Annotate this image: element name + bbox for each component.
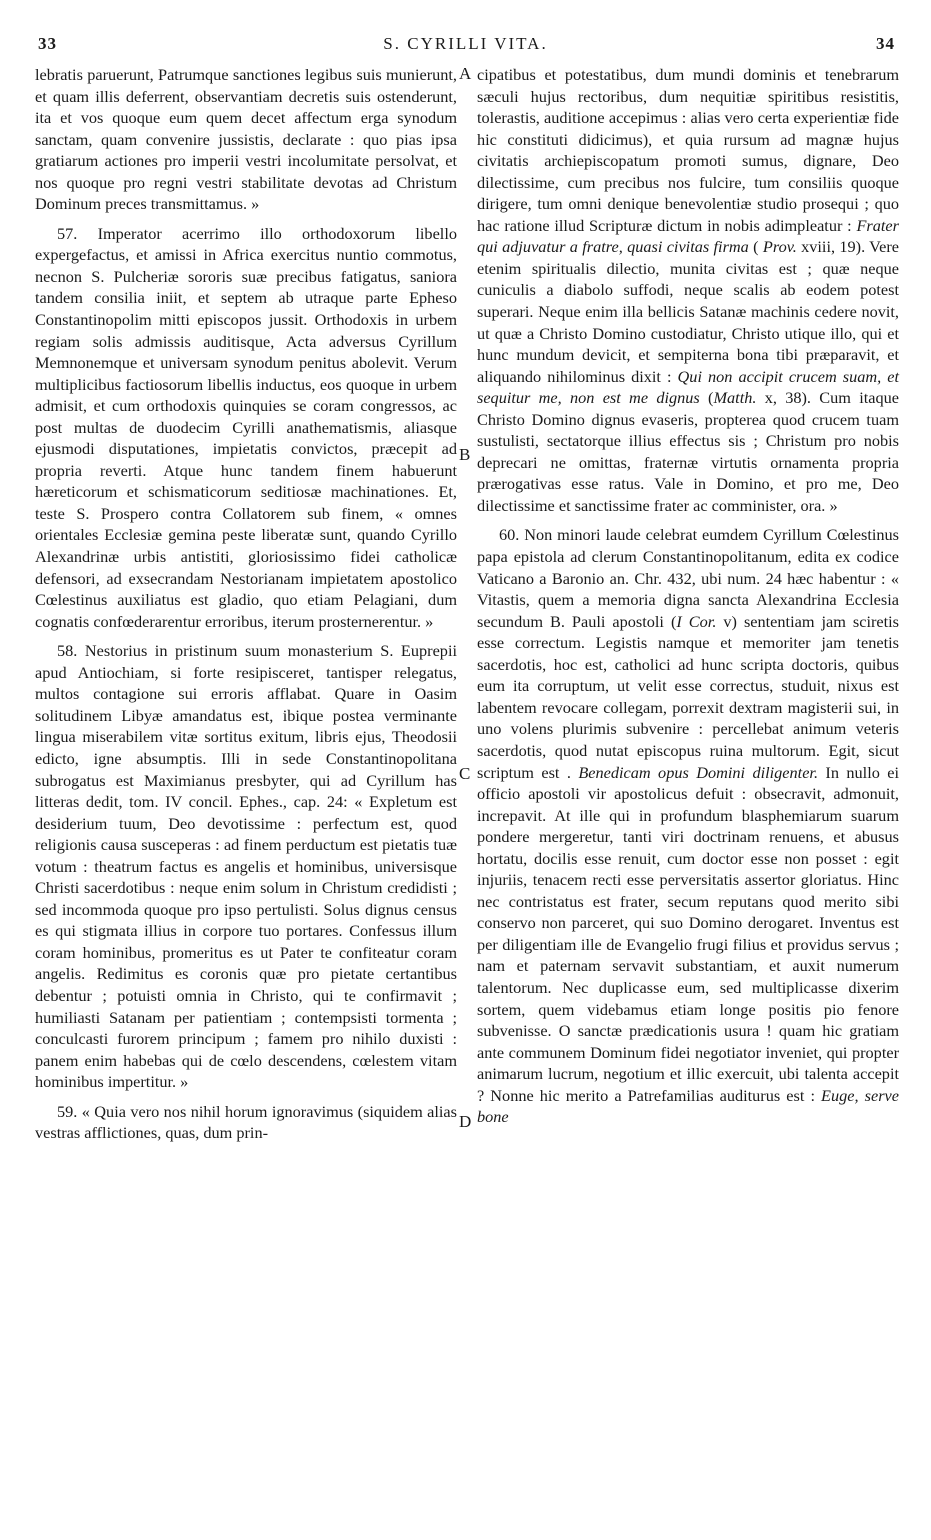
scripture-reference: Prov.	[762, 237, 797, 257]
paragraph-59: 59. « Quia vero nos nihil horum ignoravimus (siquidem alias vestras afflictiones, quas, dum prin-	[35, 1101, 457, 1143]
paragraph-57: 57. Imperator acerrimo illo orthodoxorum libello expergefactus, et amissi in Africa exercitus nuntio commotus, necnon S. Pulcheriæ sororis suæ precibus fatigatus, saniora tandem consilia iniit, et septem ab utraque parte Epheso Constantinopolim mitti episcopos jussit. Orthodoxis in urbem regiam solis admissis auditisque, Acta adversus Cyrillum Memnonemque et universam synodum penitus abolevit. Verum multiplicibus factiosorum libellis inductus, eos quoque in urbem admisit, et cum orthodoxis quinquies se coram congressos, ac post multas de duodecim Cyrilli anathematismis, aliasque ejusmodi disputationes, impietatis convictos, præcepit ad propria reverti. Atque hunc tandem finem habuerunt hæreticorum et schismaticorum seditiosæ machinationes. Et, teste S. Prospero contra Collatorem sub finem, « omnes orientales Ecclesiæ gemina peste liberatæ sunt, quando Cyrillo Alexandrinæ urbis antistiti, gloriosissimo fidei catholicæ defensori, ad exsecrandam Nestorianam impietatem apostolico Cœlestinus auxiliatus est gladio, quo etiam Pelagiani, dum cognatis confœderarentur erroribus, iterum prosternerentur. »	[35, 223, 457, 631]
page-number-right: 34	[876, 34, 895, 53]
text-run: (	[699, 388, 714, 408]
text-run: In nullo ei officio apostoli vir apostolicus defuit : obsecravit, admonuit, increpavit. At ille qui in profundum blasphemiarum suarum pondere mergeretur, tanti viri doctrinam renuens, et abusus hortatu, docilis esse renuit, cum doctor esse non posset : egit injuriis, tenacem recti esse perversitatis assertor gloriatus. Hinc nec contristatus est frater, secum reputans quod merito sibi conservo non parceret, qui suo Domino derogaret. Inventus est per diligentiam ille de Evangelio frugi filius et providus servus ; nam et paternam servavit substantiam, et auxit numerum talentorum. Nec duplicasse eum, sed multiplicasse dixerim sortem, quem videbamus etiam longe positis pio fenore subvenisse. O sanctæ prædicationis usura ! quam hic gratiam ante communem Dominum fidei negotiator inveniet, qui propter animarum lucrum, negotium et illic exercuit, ubi talenta accepit ? Nonne hic merito a Patrefamilias auditurus est :	[477, 762, 900, 1105]
right-column	[477, 64, 899, 1128]
running-title: S. CYRILLI VITA.	[383, 34, 548, 53]
text-run: x, 38). Cum itaque Christo Domino dignus evaseris, propterea quod crucem tuam sustulisti, sectatorque illius effectus sis ; Christum pro nobis deprecari ne omittas, fraternæ virtutis ornamenta propria prærogativas esse ratus. Vale in Domino, et pro me, Deo dilectissime et sanctissime frater ac comminister, ora. »	[477, 388, 899, 515]
scripture-reference: I Cor.	[676, 611, 717, 631]
margin-marker-c: C	[459, 764, 471, 783]
scripture-reference: Matth.	[713, 388, 757, 408]
margin-marker-a: A	[459, 64, 472, 83]
scripture-quote: Euge, serve bone	[477, 1085, 899, 1127]
running-header	[0, 34, 931, 58]
paragraph-58: 58. Nestorius in pristinum suum monasterium S. Euprepii apud Antiochiam, si forte resipisceret, tantisper relegatus, multos contagione sui erroris afflabat. Quare in Oasim solitudinem Libyæ amandatus est, ibique postea verminante lingua miserabilem vitæ sortitus exitum, libris ejus, Theodosii edicto, igne absumptis. Illi in sede Constantinopolitana subrogatus est Maximianus presbyter, qui ad Cyrillum has litteras dedit, tom. IV concil. Ephes., cap. 24: « Expletum est desiderium tuum, Deo devotissime : perfectum est, quod religionis causa susceperas : ad finem perductum est pietatis tuæ votum : theatrum factus es angelis et hominibus, universisque Christi sacerdotibus : neque enim solum in Christum credidisti ; sed incommoda quoque pro ipso pertulisti. Solus dignus census es qui stigmata illius in corpore tuo portares. Confessus illum coram hominibus, promeritus es ut Pater te confiteatur coram angelis. Redimitus es coronis quæ pro pietate certantibus debentur ; potuisti omnia in Christo, qui te confirmavit ; humiliasti Satanam per patientiam ; contempsisti tormenta ; conculcasti furorem principum ; famem pro nihilo duxisti : panem enim habebas qui de cœlo descendens, cœlestem vitam hominibus impertitur. »	[35, 641, 457, 1092]
page-number-left: 33	[38, 34, 57, 53]
text-run: 60. Non minori laude celebrat eumdem Cyrillum Cœlestinus papa epistola ad clerum Constantinopolitanum, edita ex codice Vaticano a Baronio an. Chr. 432, ubi num. 24 hæc habentur : « Vitastis, quem a memoria digna sancta Alexandrina Ecclesia secundum B. Pauli apostoli (	[477, 525, 899, 631]
scripture-quote: Frater qui adjuvatur a fratre, quasi civitas firma	[477, 215, 899, 257]
paragraph-59-continued	[477, 64, 899, 516]
left-column	[35, 64, 457, 1144]
margin-marker-d: D	[459, 1112, 472, 1131]
scripture-quote: Qui non accipit crucem suam, et sequitur me, non est me dignus	[477, 366, 900, 408]
margin-marker-b: B	[459, 445, 471, 464]
paragraph-continuation: lebratis paruerunt, Patrumque sanctiones legibus suis munierunt, et quam illis deferrent, observantiam decretis suis ostenderunt, ita et vos quoque eum quem decet affectum erga synodum sanctam, quam convenire jussistis, declarate : quo pias ipsa gratiarum actiones pro imperii vestri incolumitate persolvat, et nos quoque pro regni vestri stabilitate devotas ad Christum Dominum preces transmittamus. »	[35, 65, 457, 214]
text-run: (	[748, 237, 763, 257]
text-run: xviii, 19). Vere etenim spiritualis dilectio, munita civitas est ; quæ neque cuniculis a diabolo suffodi, neque scalis ab eodem potest superari. Neque enim illa bellicis Satanæ machinis cedere novit, ut quæ a Christo Domino custodiatur, Christo utique illo, qui et hunc mundum devicit, et sempiterna bona tibi præparavit, et aliquando nihilominus dixit :	[477, 237, 899, 386]
paragraph-60	[477, 524, 899, 1127]
scripture-quote: Benedicam opus Domini diligenter.	[578, 762, 819, 782]
text-run: v) sententiam jam sciretis esse correctum. Legistis namque et memoriter jam tenetis sacerdotis, hoc est, catholici ad hunc scripta doctoris, quibus eum ita corruptum, ut velit esse correctus, studuit, nixus est labentem revocare collegam, porrexit dextram magisterii sui, in uno volens plurimis subvenire : percellebat animum veteris sacerdotis, quod nutat episcopus ruina multorum. Egit, sicut scriptum est .	[477, 611, 900, 782]
text-run: cipatibus et potestatibus, dum mundi dominis et tenebrarum sæculi hujus rectoribus, dum nequitiæ spiritibus resistitis, tolerastis, auditione accepimus : alias vero certa experientiæ fide hic constituti didicimus), et quia rursum ad magnæ hujus civitatis archiepiscopatum promoti sumus, dignare, Deo dilectissime, cum precibus nos fulcire, tum consiliis quoque dirigere, tum omni denique benevolentiæ studio prosequi ; quo hac ratione illud Scripturæ dictum in nobis adimpleatur :	[477, 65, 899, 235]
